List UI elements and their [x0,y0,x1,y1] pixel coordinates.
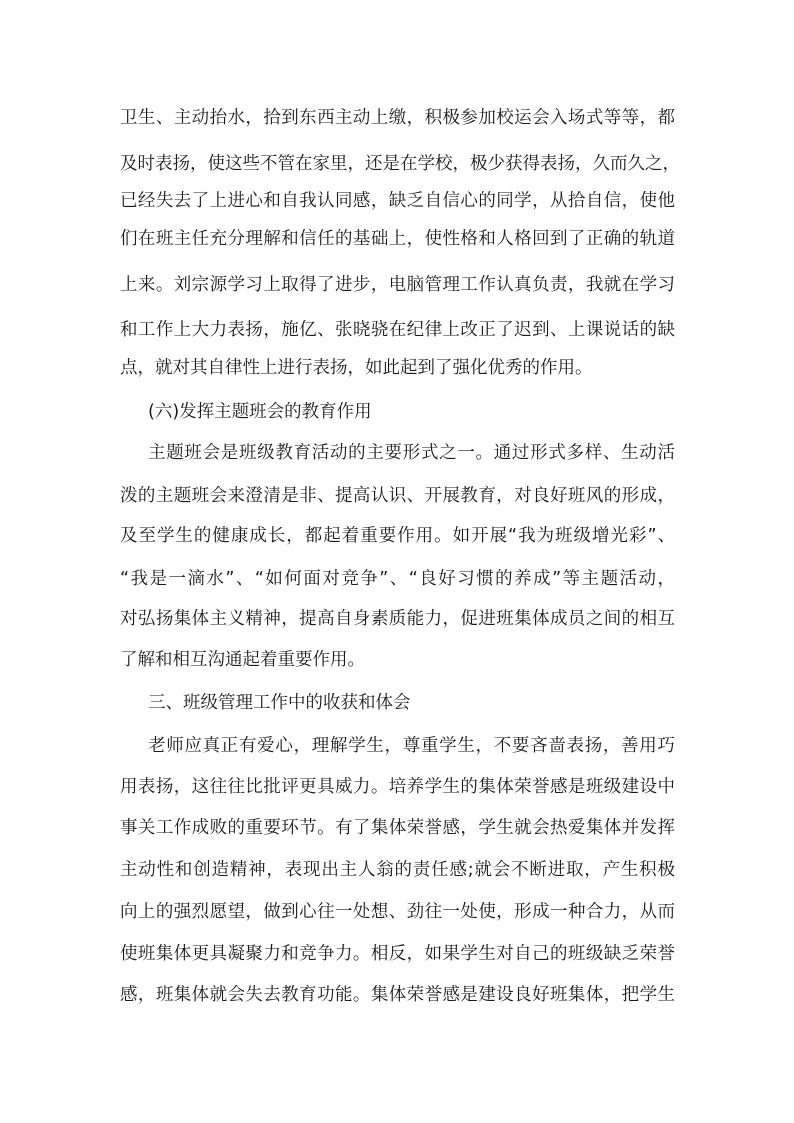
body-text-line: 使班集体更具凝聚力和竞争力。相反，如果学生对自己的班级缺乏荣誉 [120,944,675,964]
body-text-line: 感，班集体就会失去教育功能。集体荣誉感是建设良好班集体，把学生 [120,985,675,1005]
body-text-line: 和工作上大力表扬，施亿、张晓骁在纪律上改正了迟到、上课说话的缺 [120,320,675,340]
body-text-line: 已经失去了上进心和自我认同感，缺乏自信心的同学，从拾自信，使他 [120,191,675,211]
body-text-line: 及至学生的健康成长，都起着重要作用。如开展“我为班级增光彩”、 [120,526,675,546]
paragraph-first-line: 老师应真正有爱心，理解学生，尊重学生，不要吝啬表扬，善用巧 [148,736,675,756]
body-text-line: 对弘扬集体主义精神，提高自身素质能力，促进班集体成员之间的相互 [120,609,675,629]
body-text-line: 主动性和创造精神，表现出主人翁的责任感;就会不断进取，产生积极 [120,860,675,880]
body-text-line: 事关工作成败的重要环节。有了集体荣誉感，学生就会热爱集体并发挥 [120,818,675,838]
body-text-line: 用表扬，这往往比批评更具威力。培养学生的集体荣誉感是班级建设中 [120,777,675,797]
body-text-line: 点，就对其自律性上进行表扬，如此起到了强化优秀的作用。 [120,358,593,378]
section-heading: (六)发挥主题班会的教育作用 [148,402,372,422]
paragraph-first-line: 主题班会是班级教育活动的主要形式之一。通过形式多样、生动活 [148,443,675,463]
body-text-line: 卫生、主动抬水，拾到东西主动上缴，积极参加校运会入场式等等，都 [120,108,675,128]
section-heading: 三、班级管理工作中的收获和体会 [148,693,411,713]
body-text-line: 及时表扬，使这些不管在家里，还是在学校，极少获得表扬，久而久之， [120,154,680,174]
body-text-line: 向上的强烈愿望，做到心往一处想、劲往一处使，形成一种合力，从而 [120,902,675,922]
body-text-line: 上来。刘宗源学习上取得了进步，电脑管理工作认真负责，我就在学习 [120,275,675,295]
body-text-line: “我是一滴水”、“如何面对竞争”、“良好习惯的养成”等主题活动， [120,569,675,589]
body-text-line: 泼的主题班会来澄清是非、提高认识、开展教育，对良好班风的形成， [120,486,675,506]
body-text-line: 们在班主任充分理解和信任的基础上，使性格和人格回到了正确的轨道 [120,229,675,249]
body-text-line: 了解和相互沟通起着重要作用。 [120,650,365,670]
